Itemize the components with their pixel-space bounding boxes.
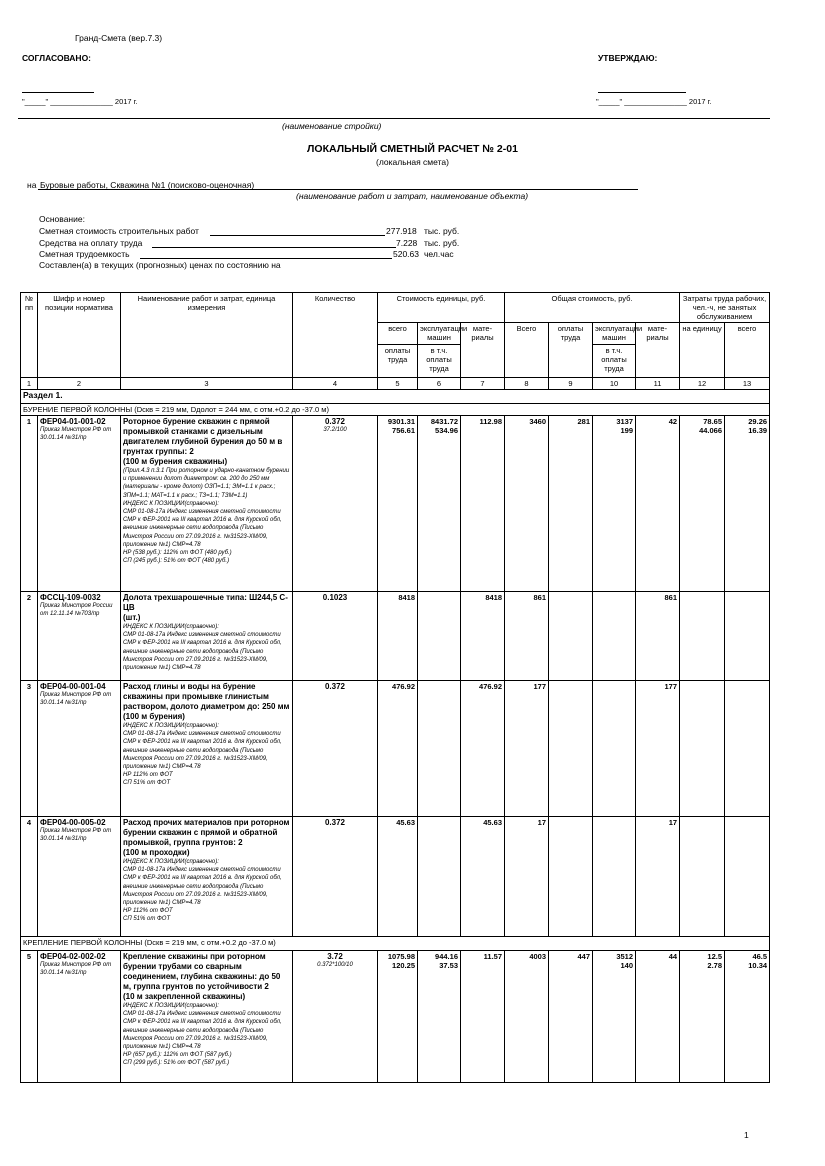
row-qty: 0.372 bbox=[324, 682, 346, 691]
basis-cost-label: Сметная стоимость строительных работ bbox=[39, 226, 199, 236]
row-note: (Прил.4.3 п.3.1 При роторном и ударно-канатном бурении и применении долот диаметром: св. 200 до 250 мм (материалы - кроме долот) ОЗП=1.1; ЭМ=1.1 к расх.; ЗПМ=1.1; МАТ=1.1 к расх.; ТЗ=1.1; ТЗМ=1.1) bbox=[123, 468, 290, 499]
approved-date: "_____" _______________ 2017 г. bbox=[596, 97, 712, 106]
row-code-note: Приказ Минстроя России от 12.11.14 №703/пр bbox=[40, 603, 113, 617]
row-code-cell bbox=[38, 817, 121, 937]
row-name-cell bbox=[121, 817, 293, 937]
row-note: СМР 01-08-17а Индекс изменения сметной стоимости СМР к ФЕР-2001 на III квартал 2016 в. для Курской обл, внешние инженерные сети водопровода (Письмо Минстроя России от 27.09.2016 г. №31523-ХМ/09, приложение №1) СМР=4.78 bbox=[123, 867, 282, 907]
page-title: ЛОКАЛЬНЫЙ СМЕТНЫЙ РАСЧЕТ № 2-01 bbox=[307, 143, 518, 155]
row-total-mat: 177 bbox=[636, 681, 680, 817]
header-total-mat: мате- риалы bbox=[636, 323, 680, 378]
row-name: Расход прочих материалов при роторном бурении скважин с прямой и обратной промывкой, группа грунтов: 2 bbox=[123, 818, 290, 847]
row-number: 5 bbox=[21, 951, 38, 1083]
row-note: ИНДЕКС К ПОЗИЦИИ(справочно): bbox=[123, 1003, 219, 1009]
header-unit-wage: оплаты труда bbox=[378, 345, 418, 378]
col-number: 5 bbox=[378, 378, 418, 390]
row-note: СМР 01-08-17а Индекс изменения сметной стоимости СМР к ФЕР-2001 на III квартал 2016 в. для Курской обл, внешние инженерные сети водопровода (Письмо Минстроя России от 27.09.2016 г. №31523-ХМ/09, приложение №1) СМР=4.78 bbox=[123, 1011, 282, 1051]
col-number: 11 bbox=[636, 378, 680, 390]
row-total-wage: 281 bbox=[549, 416, 593, 592]
row-name-cell bbox=[121, 592, 293, 681]
row-code: ФЕР04-00-005-02 bbox=[40, 818, 106, 827]
approved-sign-line bbox=[598, 92, 686, 93]
row-note: ИНДЕКС К ПОЗИЦИИ(справочно): bbox=[123, 624, 219, 630]
header-qty: Количество bbox=[293, 293, 378, 378]
row-qty: 3.72 bbox=[327, 952, 343, 961]
row-qty: 0.372 bbox=[324, 417, 346, 426]
row-labor-all bbox=[725, 817, 770, 937]
row-code-cell bbox=[38, 416, 121, 592]
page-number: 1 bbox=[744, 1130, 749, 1140]
header-total-all: Всего bbox=[505, 323, 549, 378]
row-number: 2 bbox=[21, 592, 38, 681]
header-unit-expl: эксплуатации машин bbox=[418, 323, 461, 345]
row-note: СП 51% от ФОТ bbox=[123, 916, 171, 923]
row-total-wage: 447 bbox=[549, 951, 593, 1083]
row-labor-unit bbox=[680, 592, 725, 681]
header-total-expl: эксплуатации машин bbox=[593, 323, 636, 345]
col-number: 4 bbox=[293, 378, 378, 390]
basis-prices: Составлен(а) в текущих (прогнозных) ценах по состоянию на bbox=[39, 260, 281, 270]
row-unit-all: 1075.98 120.25 bbox=[378, 951, 418, 1083]
row-unit: (100 м бурения) bbox=[123, 712, 185, 721]
row-total-expl bbox=[593, 681, 636, 817]
row-note: ИНДЕКС К ПОЗИЦИИ(справочно): bbox=[123, 500, 219, 507]
section-title: Раздел 1. bbox=[21, 390, 770, 404]
row-code: ФЕР04-00-001-04 bbox=[40, 682, 106, 691]
header-labor: Затраты труда рабочих, чел.-ч, не занятых обслуживанием bbox=[680, 293, 770, 323]
row-total-mat: 42 bbox=[636, 416, 680, 592]
row-name-cell bbox=[121, 681, 293, 817]
basis-cost-value: 277.918 bbox=[386, 226, 417, 236]
agreed-date: "_____" _______________ 2017 г. bbox=[22, 97, 138, 106]
row-code-note: Приказ Минстроя РФ от 30.01.14 №31/пр bbox=[40, 427, 112, 441]
col-number: 10 bbox=[593, 378, 636, 390]
header-total-wage: оплаты труда bbox=[549, 323, 593, 378]
row-total-all: 3460 bbox=[505, 416, 549, 592]
row-unit-mat: 11.57 bbox=[461, 951, 505, 1083]
header-unit-all: всего bbox=[378, 323, 418, 345]
agreed-sign-line bbox=[22, 92, 94, 93]
subsection-drilling: БУРЕНИЕ ПЕРВОЙ КОЛОННЫ (Dскв = 219 мм, Dдолот = 244 мм, с отм.+0.2 до -37.0 м) bbox=[21, 404, 770, 416]
col-number: 7 bbox=[461, 378, 505, 390]
row-total-expl: 3137 199 bbox=[593, 416, 636, 592]
row-note: НР 112% от ФОТ bbox=[123, 908, 173, 915]
basis-cost-unit: тыс. руб. bbox=[424, 226, 460, 236]
row-unit-all: 8418 bbox=[378, 592, 418, 681]
row-code: ФЕР04-02-002-02 bbox=[40, 952, 106, 961]
subsection-casing: КРЕПЛЕНИЕ ПЕРВОЙ КОЛОННЫ (Dскв = 219 мм, с отм.+0.2 до -37.0 м) bbox=[21, 937, 770, 951]
header-num: № пп bbox=[21, 293, 38, 378]
row-qty: 0.372 bbox=[324, 818, 346, 827]
row-unit-expl bbox=[418, 681, 461, 817]
col-number: 6 bbox=[418, 378, 461, 390]
row-labor-all bbox=[725, 681, 770, 817]
table-row bbox=[21, 681, 770, 817]
basis-wage-label: Средства на оплату труда bbox=[39, 238, 143, 248]
row-name: Роторное бурение скважин с прямой промывкой станками с дизельным двигателем глубиной бурения до 50 м в грунтах группы: 2 bbox=[123, 417, 283, 456]
row-labor-all bbox=[725, 592, 770, 681]
row-unit-mat: 476.92 bbox=[461, 681, 505, 817]
header-unit-mat: мате- риалы bbox=[461, 323, 505, 378]
object-value: Буровые работы, Скважина №1 (поисково-оценочная) bbox=[40, 180, 255, 190]
row-total-all: 4003 bbox=[505, 951, 549, 1083]
row-number: 1 bbox=[21, 416, 38, 592]
col-number: 13 bbox=[725, 378, 770, 390]
row-unit-all: 45.63 bbox=[378, 817, 418, 937]
row-code-cell bbox=[38, 592, 121, 681]
row-note: СМР 01-08-17а Индекс изменения сметной стоимости СМР к ФЕР-2001 на III квартал 2016 в. для Курской обл, внешние инженерные сети водопровода (Письмо Минстроя России от 27.09.2016 г. №31523-ХМ/09, приложение №1) СМР=4.78 bbox=[123, 632, 282, 672]
row-unit-expl bbox=[418, 817, 461, 937]
row-total-mat: 17 bbox=[636, 817, 680, 937]
row-qty-note: 0.372*100/10 bbox=[317, 962, 353, 968]
row-name: Долота трехшарошечные типа: Ш244,5 С-ЦВ bbox=[123, 593, 288, 612]
row-unit: (100 м проходки) bbox=[123, 848, 190, 857]
row-note: СП (299 руб.): 51% от ФОТ (587 руб.) bbox=[123, 1060, 230, 1067]
row-note: ИНДЕКС К ПОЗИЦИИ(справочно): bbox=[123, 859, 219, 865]
row-code-note: Приказ Минстроя РФ от 30.01.14 №31/пр bbox=[40, 962, 112, 976]
row-total-wage bbox=[549, 817, 593, 937]
agreed-label: СОГЛАСОВАНО: bbox=[22, 53, 92, 63]
row-code-cell bbox=[38, 681, 121, 817]
row-unit-expl bbox=[418, 592, 461, 681]
table-row bbox=[21, 817, 770, 937]
row-note: НР (538 руб.): 112% от ФОТ (480 руб.) bbox=[123, 550, 232, 557]
row-unit-mat: 45.63 bbox=[461, 817, 505, 937]
row-unit-mat: 8418 bbox=[461, 592, 505, 681]
basis-labor-line bbox=[140, 258, 392, 259]
row-total-all: 177 bbox=[505, 681, 549, 817]
basis-wage-line bbox=[152, 247, 396, 248]
header-unit-incl-wage: в т.ч. оплаты труда bbox=[418, 345, 461, 378]
row-total-all: 861 bbox=[505, 592, 549, 681]
row-qty-note: 37.2/100 bbox=[323, 427, 347, 433]
object-prefix: на bbox=[27, 180, 37, 190]
row-name-cell bbox=[121, 951, 293, 1083]
row-total-all: 17 bbox=[505, 817, 549, 937]
basis-cost-line bbox=[210, 235, 385, 236]
basis-wage-unit: тыс. руб. bbox=[424, 238, 460, 248]
basis-label: Основание: bbox=[39, 214, 85, 224]
row-total-mat: 44 bbox=[636, 951, 680, 1083]
program-name: Гранд-Смета (вер.7.3) bbox=[75, 33, 163, 43]
row-note: СП (245 руб.): 51% от ФОТ (480 руб.) bbox=[123, 558, 230, 565]
approved-label: УТВЕРЖДАЮ: bbox=[598, 53, 658, 63]
table-row bbox=[21, 951, 770, 1083]
row-qty-cell bbox=[293, 416, 378, 592]
header-total-cost: Общая стоимость, руб. bbox=[505, 293, 680, 323]
basis-labor-label: Сметная трудоемкость bbox=[39, 249, 130, 259]
table-row bbox=[21, 416, 770, 592]
col-number: 12 bbox=[680, 378, 725, 390]
row-labor-all: 29.26 16.39 bbox=[725, 416, 770, 592]
col-number: 9 bbox=[549, 378, 593, 390]
basis-labor-unit: чел.час bbox=[424, 249, 454, 259]
row-note: НР 112% от ФОТ bbox=[123, 772, 173, 779]
row-unit-expl: 8431.72 534.96 bbox=[418, 416, 461, 592]
col-number: 2 bbox=[38, 378, 121, 390]
row-total-wage bbox=[549, 681, 593, 817]
row-code: ФССЦ-109-0032 bbox=[40, 593, 101, 602]
row-unit: (100 м бурения скважины) bbox=[123, 457, 228, 466]
row-total-mat: 861 bbox=[636, 592, 680, 681]
row-qty-cell bbox=[293, 592, 378, 681]
page-subtitle: (локальная смета) bbox=[376, 157, 449, 167]
row-unit-all: 9301.31 756.61 bbox=[378, 416, 418, 592]
construction-line bbox=[18, 118, 770, 119]
row-code: ФЕР04-01-001-02 bbox=[40, 417, 106, 426]
object-caption: (наименование работ и затрат, наименование объекта) bbox=[296, 191, 529, 201]
row-unit-expl: 944.16 37.53 bbox=[418, 951, 461, 1083]
row-name-cell bbox=[121, 416, 293, 592]
row-note: НР (657 руб.): 112% от ФОТ (587 руб.) bbox=[123, 1052, 232, 1059]
row-qty: 0.1023 bbox=[322, 593, 348, 602]
col-number: 1 bbox=[21, 378, 38, 390]
row-name: Крепление скважины при роторном бурении трубами со сварным соединением, глубина скважины: до 50 м, группа грунтов по устойчивости 2 bbox=[123, 952, 281, 991]
header-unit-cost: Стоимость единицы, руб. bbox=[378, 293, 505, 323]
basis-wage-value: 7.228 bbox=[396, 238, 418, 248]
row-labor-all: 46.5 10.34 bbox=[725, 951, 770, 1083]
row-number: 3 bbox=[21, 681, 38, 817]
row-unit: (10 м закрепленной скважины) bbox=[123, 992, 246, 1001]
row-name: Расход глины и воды на бурение скважины при промывке глинистым раствором, долото диаметром до: 250 мм bbox=[123, 682, 290, 711]
row-code-cell bbox=[38, 951, 121, 1083]
row-code-note: Приказ Минстроя РФ от 30.01.14 №31/пр bbox=[40, 828, 112, 842]
estimate-table bbox=[20, 292, 770, 1083]
row-note: СП 51% от ФОТ bbox=[123, 780, 171, 787]
row-unit-all: 476.92 bbox=[378, 681, 418, 817]
row-total-expl bbox=[593, 817, 636, 937]
row-total-expl: 3512 140 bbox=[593, 951, 636, 1083]
table-row bbox=[21, 592, 770, 681]
col-number: 8 bbox=[505, 378, 549, 390]
construction-caption: (наименование стройки) bbox=[282, 121, 382, 131]
row-labor-unit: 12.5 2.78 bbox=[680, 951, 725, 1083]
row-qty-cell bbox=[293, 681, 378, 817]
row-labor-unit: 78.65 44.066 bbox=[680, 416, 725, 592]
row-unit: (шт.) bbox=[123, 613, 141, 622]
row-labor-unit bbox=[680, 817, 725, 937]
row-note: СМР 01-08-17а Индекс изменения сметной стоимости СМР к ФЕР-2001 на III квартал 2016 в. для Курской обл, внешние инженерные сети водопровода (Письмо Минстроя России от 27.09.2016 г. №31523-ХМ/09, приложение №1) СМР=4.78 bbox=[123, 509, 282, 548]
row-number: 4 bbox=[21, 817, 38, 937]
header-total-incl-wage: в т.ч. оплаты труда bbox=[593, 345, 636, 378]
row-total-expl bbox=[593, 592, 636, 681]
row-code-note: Приказ Минстроя РФ от 30.01.14 №31/пр bbox=[40, 692, 112, 706]
header-code: Шифр и номер позиции норматива bbox=[38, 293, 121, 378]
object-line bbox=[38, 189, 638, 190]
row-unit-mat: 112.98 bbox=[461, 416, 505, 592]
header-labor-all: всего bbox=[725, 323, 770, 378]
row-qty-cell bbox=[293, 817, 378, 937]
col-number: 3 bbox=[121, 378, 293, 390]
basis-labor-value: 520.63 bbox=[393, 249, 419, 259]
row-total-wage bbox=[549, 592, 593, 681]
header-labor-per-unit: на единицу bbox=[680, 323, 725, 378]
row-qty-cell bbox=[293, 951, 378, 1083]
header-name: Наименование работ и затрат, единица измерения bbox=[121, 293, 293, 378]
row-labor-unit bbox=[680, 681, 725, 817]
row-note: ИНДЕКС К ПОЗИЦИИ(справочно): bbox=[123, 723, 219, 729]
row-note: СМР 01-08-17а Индекс изменения сметной стоимости СМР к ФЕР-2001 на III квартал 2016 в. для Курской обл, внешние инженерные сети водопровода (Письмо Минстроя России от 27.09.2016 г. №31523-ХМ/09, приложение №1) СМР=4.78 bbox=[123, 731, 282, 771]
